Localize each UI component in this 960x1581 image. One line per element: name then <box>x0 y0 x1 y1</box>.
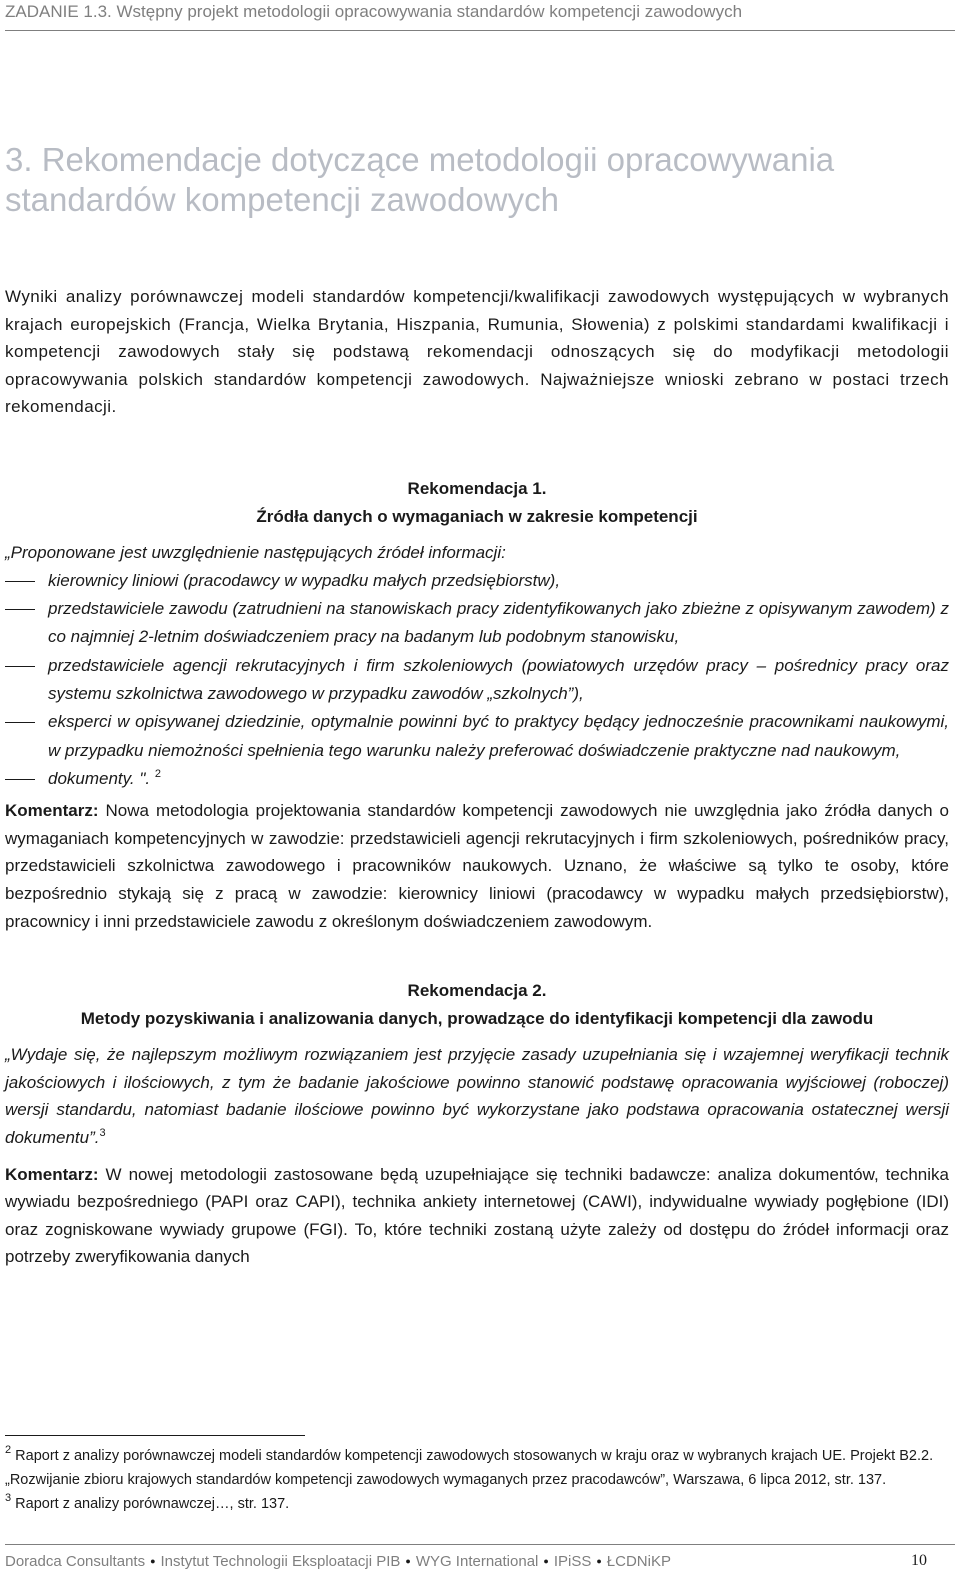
footnotes <box>5 1435 949 1516</box>
recommendation-2 <box>5 977 949 1271</box>
comment-text: W nowej metodologii zastosowane będą uzupełniające się techniki badawcze: analiza dokumentów, technika wywiadu bezpośredniego (PAPI oraz CAPI), technika ankiety internetowej (CAWI), indywidualne wywiady pogłębione (IDI) oraz zogniskowane wywiady grupowe (FGI). To, które techniki zostaną użyte zależy od dostępu do źródeł informacji oraz potrzeby zweryfikowania danych <box>5 1164 949 1267</box>
bullet-icon: ● <box>150 1556 156 1566</box>
source-list <box>5 567 949 793</box>
list-item: przedstawiciele zawodu (zatrudnieni na stanowiskach pracy zidentyfikowanych jako zbieżne z opisywanym zawodem) z co najmniej 2-letnim doświadczeniem pracy na badanym lub podobnym stanowisku, <box>5 595 949 652</box>
dash-marker <box>5 666 35 667</box>
recommendation-2-quote: „Wydaje się, że najlepszym możliwym rozwiązaniem jest przyjęcie zasady uzupełniania się i wzajemnej weryfikacji technik jakościowych i ilościowych, z tym że badanie jakościowe powinno stanowić podstawę opracowania wyjściowej (roboczej) wersji standardu, natomiast badanie ilościowe powinno być wykorzystane jako podstawa opracowania ostatecznej wersji dokumentu”.$^3$ <box>5 1045 949 1148</box>
bullet-icon: ● <box>596 1556 602 1566</box>
footnote-ref-3[interactable]: 3 <box>99 1127 106 1140</box>
page-number: 10 <box>911 1552 927 1569</box>
header-title: ZADANIE 1.3. Wstępny projekt metodologii opracowywania standardów kompetencji zawodowych <box>5 2 743 21</box>
recommendation-2-comment <box>5 1161 949 1271</box>
footer-org: Doradca Consultants <box>5 1553 146 1570</box>
dash-marker <box>5 609 35 610</box>
intro-text-tail: Najważniejsze wnioski zebrano w postaci trzech rekomendacji. <box>5 369 949 417</box>
recommendation-2-number: Rekomendacja 2. <box>407 981 547 1001</box>
recommendation-1-title: Źródła danych o wymaganiach w zakresie kompetencji <box>256 506 698 526</box>
list-item: przedstawiciele agencji rekrutacyjnych i firm szkoleniowych (powiatowych urzędów pracy – pośrednicy pracy oraz systemu szkolnictwa zawodowego w przypadku zawodów „szkolnych”), <box>5 652 949 709</box>
intro-text: Wyniki analizy porównawczej modeli standardów kompetencji/kwalifikacji zawodowych występujących w wybranych krajach europejskich (Francja, Wielka Brytania, Hiszpania, Rumunia, Słowenia) z polskimi standardami kwalifikacji i kompetencji zawodowych stały się podstawą rekomendacji odnoszących się do modyfikacji metodologii opracowywania polskich standardów kompetencji zawodowych. <box>5 287 949 389</box>
footnote-ref-2[interactable]: 2 <box>154 767 161 780</box>
recommendation-1-comment <box>5 797 949 935</box>
footer-org: ŁCDNiKP <box>606 1553 671 1570</box>
list-item: eksperci w opisywanej dziedzinie, optymalnie powinni być to praktycy będący jednocześnie pracownikami naukowymi, w przypadku niemożności spełnienia tego warunku należy preferować doświadczenie praktyczne nad naukowym, <box>5 708 949 765</box>
comment-label: Komentarz: <box>5 1164 99 1184</box>
comment-text: Nowa metodologia projektowania standardów kompetencji zawodowych nie uwzględnia jako źródła danych o wymaganiach kompetencyjnych w zawodzie: przedstawicieli agencji rekrutacyjnych i firm szkoleniowych, pośredników pracy, przedstawicieli szkolnictwa zawodowego i pracowników naukowych. Uznano, że właściwe są tylko te osoby, które bezpośrednio stykają się z pracą w zawodzie: kierownicy liniowi (pracodawcy w wypadku małych przedsiębiorstw), pracownicy i inni przedstawiciele zawodu z określonym doświadczeniem zawodowym. <box>5 801 949 931</box>
dash-marker <box>5 722 35 723</box>
document-body <box>5 283 949 1271</box>
recommendation-2-title: Metody pozyskiwania i analizowania danych, prowadzące do identyfikacji kompetencji dla zawodu <box>80 1008 874 1028</box>
footnote-divider <box>5 1435 305 1436</box>
dash-marker <box>5 581 35 582</box>
footer-organizations <box>5 1550 671 1573</box>
bullet-icon: ● <box>543 1556 549 1566</box>
recommendation-1-number: Rekomendacja 1. <box>407 478 547 498</box>
recommendation-1-quote-intro: „Proponowane jest uwzględnienie następujących źródeł informacji: <box>5 543 506 563</box>
section-title: 3. Rekomendacje dotyczące metodologii opracowywania standardów kompetencji zawodowych <box>5 141 835 218</box>
intro-paragraph <box>5 283 949 421</box>
list-item: dokumenty. ". $^2$ <box>5 765 949 793</box>
footer-org: IPiSS <box>553 1553 592 1570</box>
comment-label: Komentarz: <box>5 801 99 821</box>
page-footer <box>5 1544 955 1575</box>
footnote-3: $^3$ Raport z analizy porównawczej…, str. 137. <box>5 1492 290 1512</box>
recommendation-1 <box>5 475 949 935</box>
list-item: kierownicy liniowi (pracodawcy w wypadku małych przedsiębiorstw), <box>5 567 949 595</box>
page-header <box>5 0 955 31</box>
footer-org: Instytut Technologii Eksploatacji PIB <box>160 1553 401 1570</box>
footer-org: WYG International <box>415 1553 539 1570</box>
footnote-2: $^2$ Raport z analizy porównawczej modeli standardów kompetencji zawodowych stosowanych w kraju oraz w wybranych krajach UE. Projekt B2.2. „Rozwijanie zbioru krajowych standardów kompetencji zawodowych wymaganych przez pracodawców”, Warszawa, 6 lipca 2012, str. 137. <box>5 1444 934 1488</box>
dash-marker <box>5 779 35 780</box>
bullet-icon: ● <box>405 1556 411 1566</box>
